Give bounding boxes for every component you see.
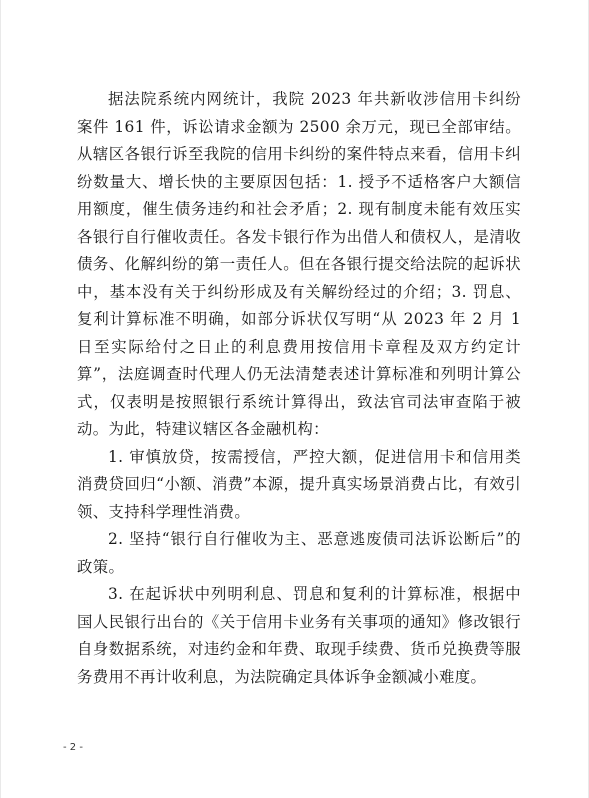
paragraph-suggestion-3: 3. 在起诉状中列明利息、罚息和复利的计算标准，根据中国人民银行出台的《关于信用卡业务有关事项的通知》修改银行自身数据系统，对违约金和年费、取现手续费、货币兑换费等服务费用不再计收利息，为法院确定具体诉争金额减小难度。 xyxy=(77,585,521,686)
page-number: - 2 - xyxy=(63,742,83,753)
paragraph-statistics: 据法院系统内网统计，我院 2023 年共新收涉信用卡纠纷案件 161 件，诉讼请求金额为 2500 余万元，现已全部审结。从辖区各银行诉至我院的信用卡纠纷的案件特点来看，信用卡纠纷数量大、增长快的主要原因包括：1. 授予不适格客户大额信用额度，催生债务违约和社会矛盾；2. 现有制度未能有效压实各银行自行催收责任。各发卡银行作为出借人和债权人，是清收债务、化解纠纷的第一责任人。但在各银行提交给法院的起诉状中，基本没有关于纠纷形成及有关解纷经过的介绍；3. 罚息、复利计算标准不明确，如部分诉状仅写明“从 2023 年 2 月 1 日至实际给付之日止的利息费用按信用卡章程及双方约定计算”，法庭调查时代理人仍无法清楚表述计算标准和列明计算公式，仅表明是按照银行系统计算得出，致法官司法审查陷于被动。为此，特建议辖区各金融机构： xyxy=(77,90,521,438)
document-body xyxy=(77,86,521,691)
paragraph-suggestion-1: 1. 审慎放贷，按需授信，严控大额，促进信用卡和信用类消费贷回归“小额、消费”本源，提升真实场景消费占比，有效引领、支持科学理性消费。 xyxy=(77,447,521,521)
paragraph-suggestion-2: 2. 坚持“银行自行催收为主、恶意逃废债司法诉讼断后”的政策。 xyxy=(77,530,521,576)
